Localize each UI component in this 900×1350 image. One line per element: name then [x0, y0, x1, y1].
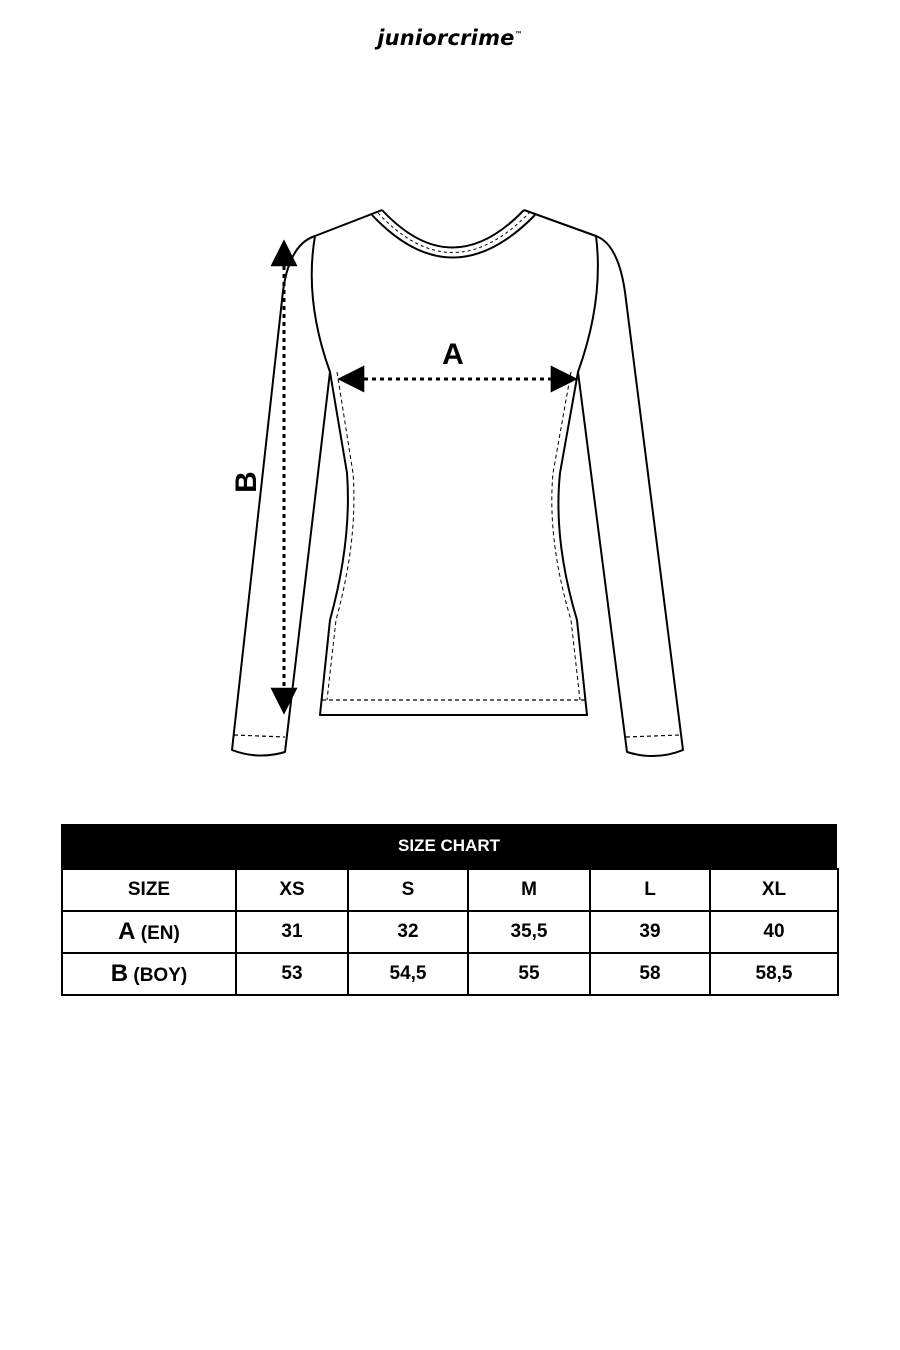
row-b-note: (BOY)	[128, 965, 188, 986]
size-header-m: M	[468, 869, 590, 911]
label-b: B	[230, 471, 263, 493]
row-b-xl: 58,5	[710, 953, 838, 995]
row-b-s: 54,5	[348, 953, 468, 995]
row-a-s: 32	[348, 911, 468, 953]
size-header-label: SIZE	[62, 869, 236, 911]
size-chart-title: SIZE CHART	[61, 824, 837, 868]
row-a-letter: A	[118, 918, 136, 945]
size-header-l: L	[590, 869, 710, 911]
table-row-header	[62, 869, 838, 911]
size-header-xl: XL	[710, 869, 838, 911]
row-b-m: 55	[468, 953, 590, 995]
row-a-xs: 31	[236, 911, 348, 953]
table-row-b	[62, 953, 838, 995]
size-chart	[61, 824, 837, 994]
row-a-l: 39	[590, 911, 710, 953]
row-a-xl: 40	[710, 911, 838, 953]
row-b-letter: B	[110, 960, 129, 987]
row-b-l: 58	[590, 953, 710, 995]
row-a-m: 35,5	[468, 911, 590, 953]
label-a: A	[442, 338, 464, 371]
row-a-header	[62, 911, 236, 953]
trademark-symbol: ™	[514, 30, 523, 39]
size-header-s: S	[348, 869, 468, 911]
row-b-xs: 53	[236, 953, 348, 995]
row-b-header	[62, 953, 236, 995]
shirt-outline	[232, 210, 683, 756]
brand-name: juniorcrime	[377, 26, 515, 50]
table-row-a	[62, 911, 838, 953]
row-a-note: (EN)	[135, 923, 180, 944]
size-header-xs: XS	[236, 869, 348, 911]
size-table	[61, 868, 839, 996]
